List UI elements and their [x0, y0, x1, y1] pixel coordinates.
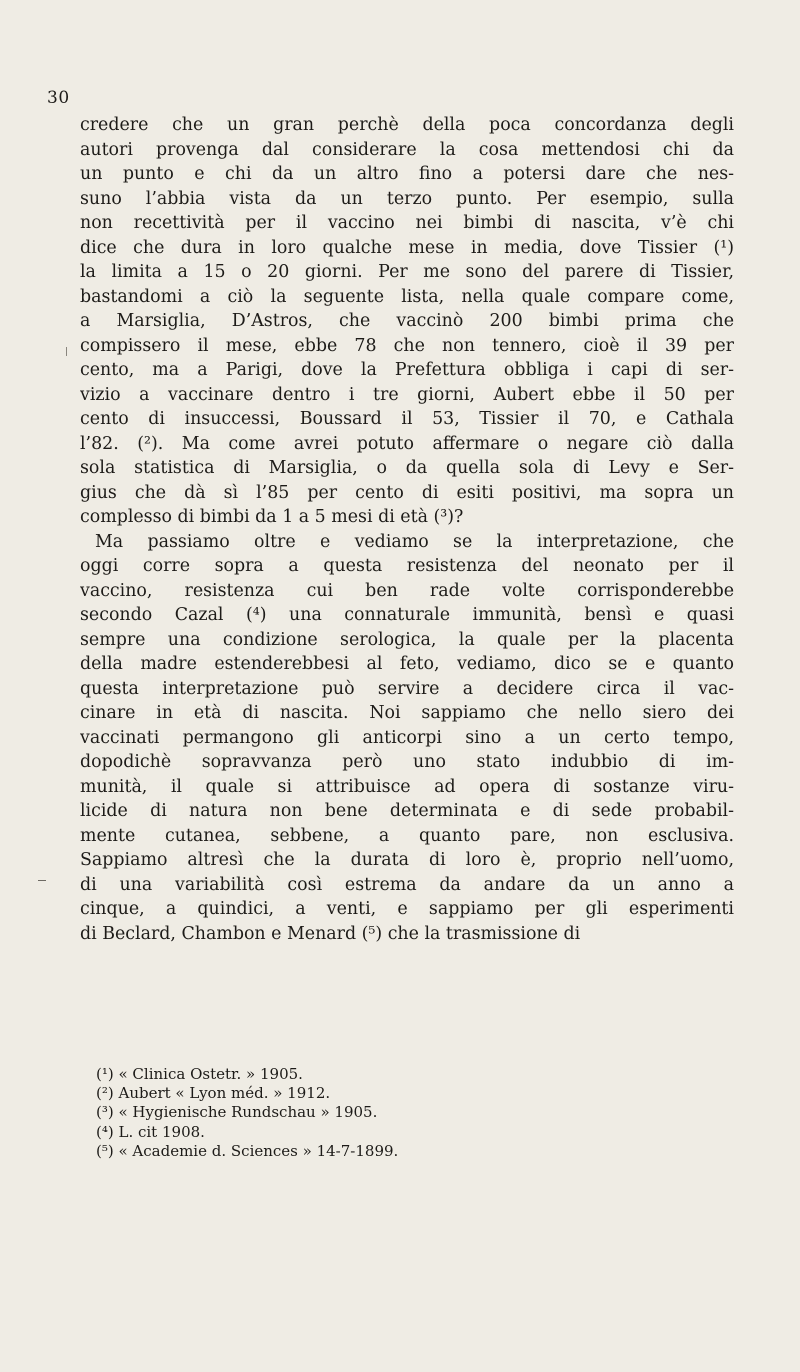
- text-line: vizio a vaccinare dentro i tre giorni, Aubert ebbe il 50 per: [80, 384, 734, 405]
- text-line: a Marsiglia, D’Astros, che vaccinò 200 bimbi prima che: [80, 311, 734, 331]
- text-line: dopodichè sopravvanza però uno stato indubbio di im-: [80, 752, 734, 772]
- page-number: 30: [47, 88, 70, 108]
- margin-dash: [38, 880, 46, 881]
- text-line: cinque, a quindici, a venti, e sappiamo per gli esperimenti: [80, 899, 734, 919]
- text-line: munità, il quale si attribuisce ad opera di sostanze viru-: [80, 776, 734, 797]
- text-line: l’82. (²). Ma come avrei potuto affermare o negare ciò dalla: [80, 433, 734, 454]
- text-line: questa interpretazione può servire a decidere circa il vac-: [80, 678, 734, 699]
- margin-mark: [66, 347, 67, 356]
- text-line: un punto e chi da un altro fino a potersi dare che nes-: [80, 164, 734, 184]
- text-line: cento di insuccessi, Boussard il 53, Tissier il 70, e Cathala: [80, 409, 734, 429]
- text-line: secondo Cazal (⁴) una connaturale immunità, bensì e quasi: [80, 605, 734, 625]
- text-line: autori provenga dal considerare la cosa mettendosi chi da: [80, 139, 734, 160]
- text-line: compissero il mese, ebbe 78 che non tennero, cioè il 39 per: [80, 335, 734, 356]
- text-line: sempre una condizione serologica, la quale per la placenta: [80, 629, 734, 650]
- text-line: suno l’abbia vista da un terzo punto. Per esempio, sulla: [80, 188, 734, 209]
- text-line: credere che un gran perchè della poca concordanza degli: [80, 115, 734, 135]
- footnotes: [96, 1065, 616, 1161]
- text-line: dice che dura in loro qualche mese in media, dove Tissier (¹): [80, 237, 734, 258]
- text-line: bastandomi a ciò la seguente lista, nella quale compare come,: [80, 286, 734, 307]
- text-line: vaccino, resistenza cui ben rade volte corrisponderebbe: [80, 580, 734, 601]
- text-line: cinare in età di nascita. Noi sappiamo che nello siero dei: [80, 703, 734, 723]
- footnote: (²) Aubert « Lyon méd. » 1912.: [96, 1084, 331, 1103]
- text-line: la limita a 15 o 20 giorni. Per me sono del parere di Tissier,: [80, 262, 734, 282]
- text-line: licide di natura non bene determinata e di sede probabil-: [80, 801, 734, 821]
- text-line: cento, ma a Parigi, dove la Prefettura obbliga i capi di ser-: [80, 360, 734, 380]
- text-line: Ma passiamo oltre e vediamo se la interpretazione, che: [95, 531, 734, 552]
- text-line: mente cutanea, sebbene, a quanto pare, non esclusiva.: [80, 825, 734, 846]
- text-line: di Beclard, Chambon e Menard (⁵) che la trasmissione di: [80, 923, 581, 944]
- body-text: [80, 113, 734, 946]
- text-line: oggi corre sopra a questa resistenza del neonato per il: [80, 556, 734, 576]
- footnote: (³) « Hygienische Rundschau » 1905.: [96, 1103, 378, 1122]
- text-line: Sappiamo altresì che la durata di loro è, proprio nell’uomo,: [80, 850, 734, 870]
- text-line: di una variabilità così estrema da andare da un anno a: [80, 874, 734, 895]
- text-line: non recettività per il vaccino nei bimbi di nascita, v’è chi: [80, 213, 734, 233]
- text-line: complesso di bimbi da 1 a 5 mesi di età (³)?: [80, 507, 464, 527]
- text-line: gius che dà sì l’85 per cento di esiti positivi, ma sopra un: [80, 482, 734, 503]
- text-line: vaccinati permangono gli anticorpi sino a un certo tempo,: [80, 727, 734, 748]
- footnote: (⁴) L. cit 1908.: [96, 1122, 205, 1141]
- text-line: della madre estenderebbesi al feto, vediamo, dico se e quanto: [80, 654, 734, 674]
- footnote: (⁵) « Academie d. Sciences » 14-7-1899.: [96, 1141, 399, 1160]
- footnote: (¹) « Clinica Ostetr. » 1905.: [96, 1065, 303, 1083]
- text-line: sola statistica di Marsiglia, o da quella sola di Levy e Ser-: [80, 458, 734, 478]
